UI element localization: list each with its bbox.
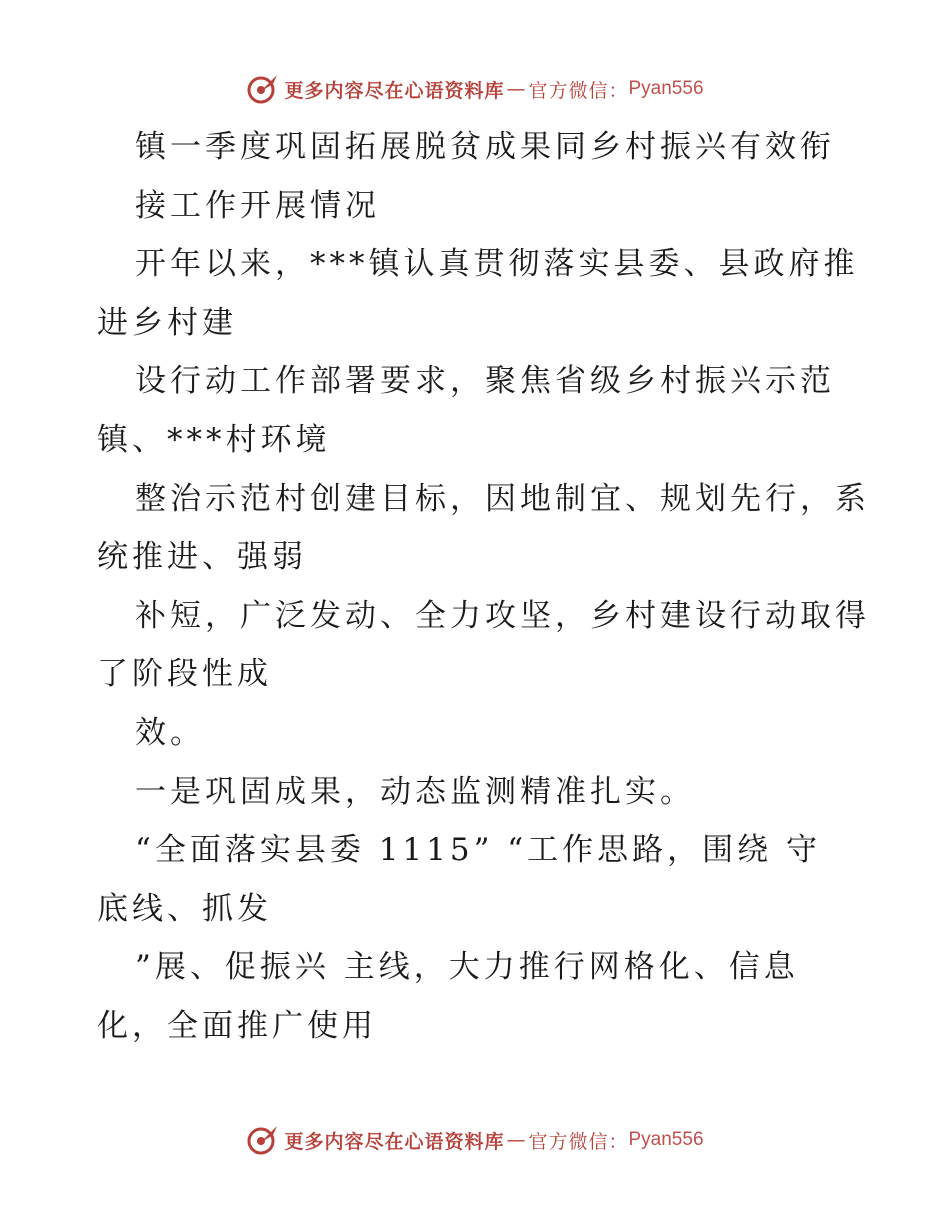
header-dash: — <box>506 78 527 100</box>
text-line-9: 补短，广泛发动、全力攻坚，乡村建设行动取得 <box>135 597 870 634</box>
text-line-12: 一是巩固成果，动态监测精准扎实。 <box>135 773 695 810</box>
text-line-4: 进乡村建 <box>97 304 237 341</box>
text-line-2: 接工作开展情况 <box>135 187 380 224</box>
header-wechat-id: Pyan556 <box>628 78 704 99</box>
text-line-8: 统推进、强弱 <box>97 539 307 576</box>
footer-banner <box>0 1123 950 1157</box>
text-line-5: 设行动工作部署要求，聚焦省级乡村振兴示范 <box>135 363 835 400</box>
text-line-6: 镇、***村环境 <box>97 421 331 458</box>
text-line-3: 开年以来，***镇认真贯彻落实县委、县政府推 <box>135 246 859 283</box>
footer-official: 官方微信： <box>528 1130 629 1153</box>
footer-dash: — <box>506 1129 527 1151</box>
document-body <box>97 124 887 1062</box>
quill-logo-icon <box>246 72 280 106</box>
text-line-10: 了阶段性成 <box>97 656 272 693</box>
text-line-15: ”展、促振兴 主线，大力推行网格化、信息 <box>135 949 799 986</box>
quill-logo-icon <box>246 1123 280 1157</box>
text-line-14: 底线、抓发 <box>97 890 272 927</box>
footer-wechat-id: Pyan556 <box>628 1129 704 1150</box>
header-banner <box>0 72 950 106</box>
header-official: 官方微信： <box>528 79 629 102</box>
header-brand: 更多内容尽在心语资料库 <box>284 79 505 102</box>
footer-brand: 更多内容尽在心语资料库 <box>284 1130 505 1153</box>
text-line-7: 整治示范村创建目标，因地制宜、规划先行，系 <box>135 480 870 517</box>
text-line-16: 化，全面推广使用 <box>97 1007 377 1044</box>
text-line-11: 效。 <box>135 714 205 751</box>
text-line-1: 镇一季度巩固拓展脱贫成果同乡村振兴有效衔 <box>135 129 835 165</box>
text-line-13: “全面落实县委 1115” “工作思路，围绕 守 <box>135 832 821 869</box>
